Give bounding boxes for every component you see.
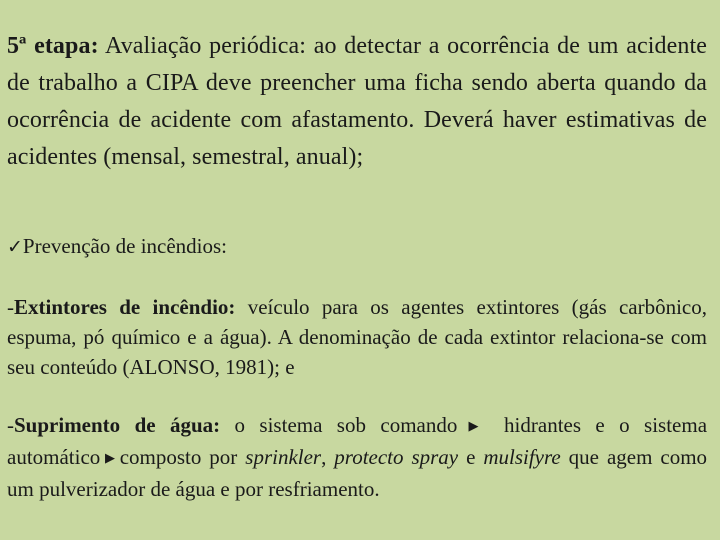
water-text-2: hidrantes e o sistema automático bbox=[7, 413, 708, 469]
extinguishers-dash: - bbox=[7, 295, 14, 319]
step5-heading: 5ª etapa: bbox=[7, 33, 99, 59]
water-text-3: composto por bbox=[119, 445, 246, 469]
water-dash: - bbox=[7, 413, 14, 437]
water-paragraph bbox=[7, 410, 707, 504]
step5-paragraph bbox=[7, 28, 707, 176]
term-protecto-spray: protecto spray bbox=[334, 445, 459, 469]
triangle-right-icon: ▶ bbox=[102, 451, 118, 466]
term-sprinkler: sprinkler bbox=[245, 445, 322, 469]
water-text-4: e bbox=[458, 445, 484, 469]
step5-text: Avaliação periódica: ao detectar a ocorrência de um acidente de trabalho a CIPA deve preencher uma ficha sendo aberta quando da ocorrência de acidente com afastamento. Deverá haver estimativas de acidentes (mensal, semestral, anual); bbox=[7, 33, 707, 170]
extinguishers-heading: Extintores de incêndio: bbox=[14, 295, 236, 319]
water-sep: , bbox=[321, 445, 335, 469]
extinguishers-text: veículo para os agentes extintores (gás carbônico, espuma, pó químico e a água). A denominação de cada extintor relaciona-se com seu conteúdo (ALONSO, 1981); e bbox=[7, 295, 707, 379]
triangle-right-icon: ▶ bbox=[459, 419, 488, 434]
prevention-heading bbox=[7, 231, 707, 262]
water-heading: Suprimento de água: bbox=[14, 413, 221, 437]
prevention-title: Prevenção de incêndios: bbox=[22, 234, 228, 258]
term-mulsifyre: mulsifyre bbox=[483, 445, 561, 469]
water-text-1: o sistema sob comando bbox=[220, 413, 458, 437]
water-text-5: que agem como um pulverizador de água e por resfriamento. bbox=[7, 445, 708, 501]
extinguishers-paragraph bbox=[7, 292, 707, 382]
check-icon: ✓ bbox=[7, 236, 23, 258]
